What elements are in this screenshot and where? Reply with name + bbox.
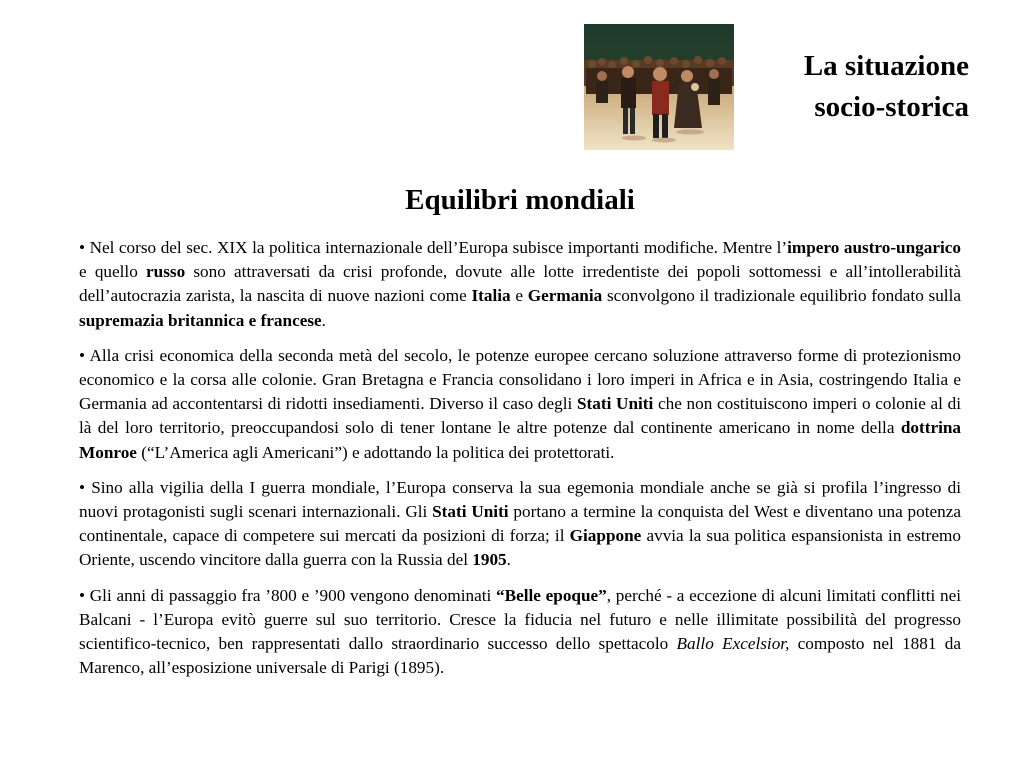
text: sconvolgono il tradizionale equilibrio fondato sulla [602, 286, 961, 306]
bold-term: Giappone [569, 526, 642, 546]
bold-term: 1905 [472, 550, 507, 570]
text: e [510, 286, 528, 306]
bullet-2: • [79, 345, 86, 365]
text: portano a termine la conquista del West e diventano una potenza continentale, capace di competere sui mercati da posizioni di forza; il [79, 502, 961, 546]
paragraph-3 [79, 476, 961, 573]
text: che non costituiscono imperi o colonie al di là del loro territorio, preoccupandosi solo di tener lontane le altre potenze dal continente americano in nome della [79, 394, 962, 438]
painting-image [584, 24, 734, 150]
body-text [79, 236, 961, 691]
bullet-4: • [79, 585, 86, 605]
bullet-3: • [79, 477, 86, 497]
bold-term: dottrina Monroe [79, 418, 961, 462]
slide-title-line-1: La situazione [803, 50, 969, 82]
text: . [321, 310, 326, 330]
paragraph-2 [79, 344, 961, 465]
text: Alla crisi economica della seconda metà del secolo, le potenze europee cercano soluzione attraverso forme di protezionismo economico e la corsa alle colonie. Gran Bretagna e Francia consolidano i loro imperi in Africa e in Asia, costringendo Italia e Germania ad accontentarsi di ridotti insediamenti. Diverso il caso degli [79, 345, 961, 414]
section-heading: Equilibri mondiali [405, 184, 635, 216]
italic-title: Ballo Excelsior, [676, 634, 790, 654]
bold-term: supremazia britannica e francese [79, 310, 322, 330]
text: , perché - a eccezione di alcuni limitati conflitti nei Balcani - l’Europa evitò guerre sul suo territorio. Cresce la fiducia nel futuro e nelle illimitate possibilità del progresso scientifico-tecnico, ben rappresentati dallo straordinario successo dello spettacolo [79, 585, 961, 654]
bold-term: Germania [527, 286, 603, 306]
bold-term: impero austro-ungarico [787, 238, 961, 257]
text: Nel corso del sec. XIX la politica internazionale dell’Europa subisce importanti modifiche. Mentre l’ [85, 238, 788, 257]
text: e quello [79, 262, 146, 282]
slide-title [804, 46, 969, 128]
bullet-1: • [79, 238, 86, 257]
text: composto nel 1881 da Marenco, all’esposizione universale di Parigi (1895). [79, 634, 961, 678]
bold-term: “Belle epoque” [496, 585, 607, 605]
paragraph-1 [79, 236, 961, 333]
bold-term: Stati Uniti [576, 394, 654, 414]
slide-title-line-2: socio-storica [814, 91, 969, 123]
paragraph-4 [79, 584, 961, 681]
text: Gli anni di passaggio fra ’800 e ’900 vengono denominati [85, 585, 497, 605]
text: . [506, 550, 511, 570]
text: Sino alla vigilia della I guerra mondiale, l’Europa conserva la sua egemonia mondiale anche se già si profila l’ingresso di nuovi protagonisti sugli scenari internazionali. Gli [79, 477, 961, 522]
bold-term: russo [146, 262, 186, 282]
bold-term: Italia [471, 286, 511, 306]
bold-term: Stati Uniti [432, 502, 509, 522]
text: avvia la sua politica espansionista in estremo Oriente, uscendo vincitore dalla guerra con la Russia del [79, 526, 961, 570]
text: sono attraversati da crisi profonde, dovute alle lotte irredentiste dei popoli sottomessi e all’intollerabilità dell’autocrazia zarista, la nascita di nuove nazioni come [79, 262, 961, 306]
text: (“L’America agli Americani”) e adottando la politica dei protettorati. [136, 442, 615, 462]
